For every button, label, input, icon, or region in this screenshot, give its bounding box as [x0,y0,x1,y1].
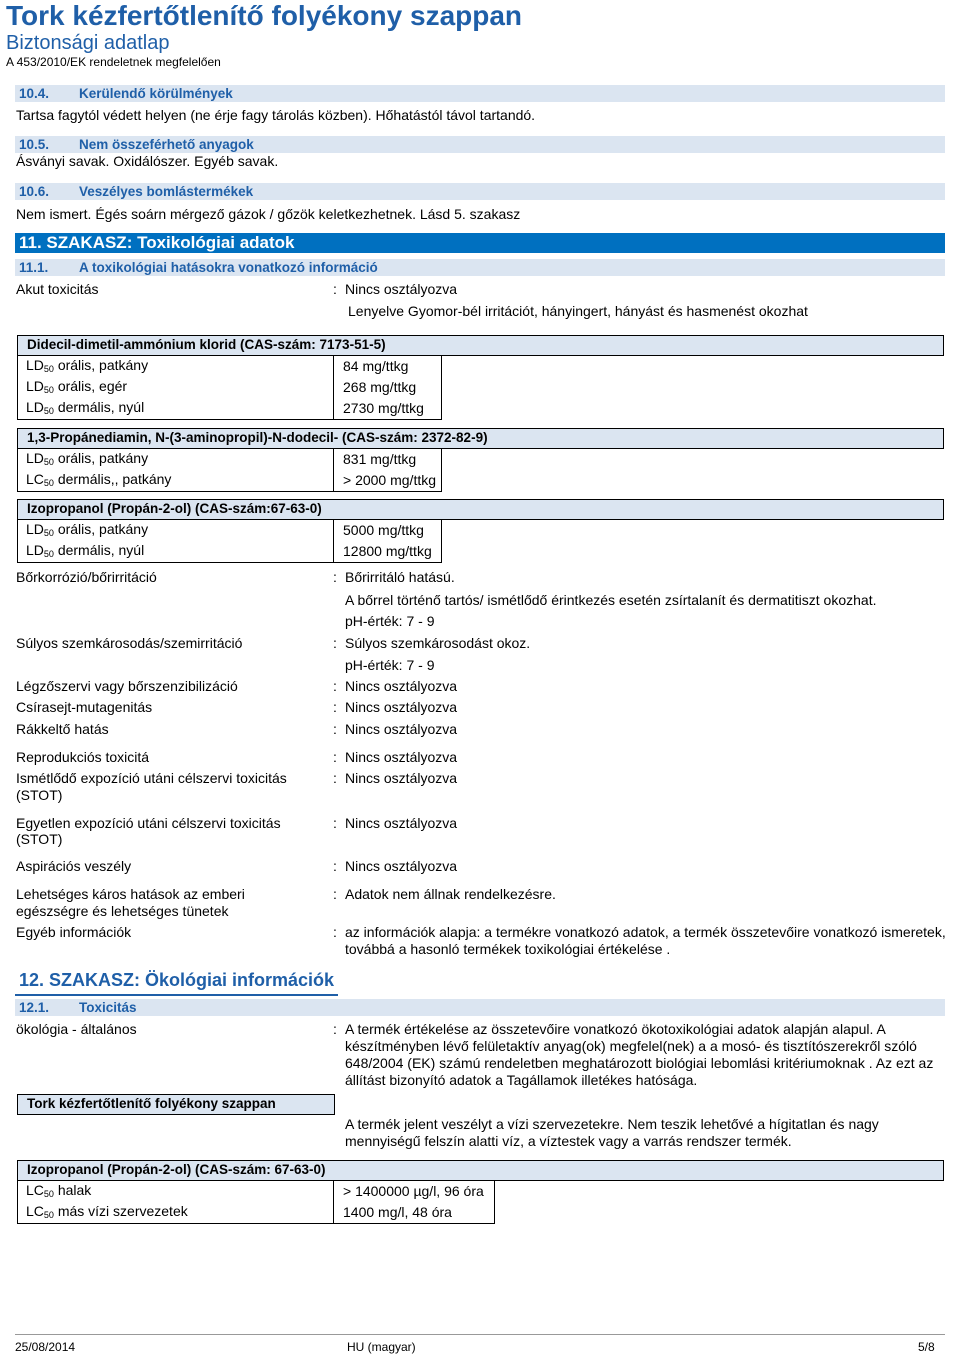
stot-re-label-cont: (STOT) [16,787,63,803]
other-info-value: az információk alapja: a termékre vonatkozó adatok, a termék összetevőire vonatkozó ismeretek, továbbá a hasonló termékek toxikológiai értékelése . [345,924,946,957]
stot-re-value: Nincs osztályozva [345,770,458,786]
subsection-label: Nem összeférhető anyagok [79,137,254,152]
section-11-header [15,233,945,253]
product-name: Tork kézfertőtlenítő folyékony szappan [27,1096,276,1111]
reproductive-toxicity-label: Reprodukciós toxicitá [16,749,150,765]
subsection-10-5-header [15,136,945,153]
subsection-label: A toxikológiai hatásokra vonatkozó információ [79,260,378,275]
eco-tox-route: $LC_{50}$ halak [26,1182,92,1199]
tox-value: 268 mg/ttkg [343,379,417,395]
reproductive-toxicity-value: Nincs osztályozva [345,749,458,765]
aspiration-label: Aspirációs veszély [16,858,132,874]
colon: : [333,699,337,715]
tox-route: $LD_{50}$ orális, patkány [26,450,149,467]
subsection-12-1-header [15,999,945,1016]
stot-se-value: Nincs osztályozva [345,815,458,831]
product-eco-note: A termék jelent veszélyt a vízi szervezetekre. Nem teszik lehetővé a hígitatlan és nagy mennyiségű felszín alatti víz, a víztestek vagy a varrás rendszer termék. [345,1116,879,1149]
mutagenicity-label: Csírasejt-mutagenitás [16,699,153,715]
health-effects-value: Adatok nem állnak rendelkezésre. [345,886,556,902]
colon: : [333,749,337,765]
tox-route: $LC_{50}$ dermális,, patkány [26,471,172,488]
other-info-label: Egyéb információk [16,924,132,940]
document-subtitle: Biztonsági adatlap [6,32,170,54]
section-11-title: 11. SZAKASZ: Toxikológiai adatok [19,233,295,252]
carcinogenicity-label: Rákkeltő hatás [16,721,109,737]
subsection-10-4-text: Tartsa fagytól védett helyen (ne érje fagy tárolás közben). Hőhatástól távol tartandó. [16,107,536,123]
eco-tox-value: > 1400000 µg/l, 96 óra [343,1183,484,1199]
subsection-label: Kerülendő körülmények [79,86,233,101]
acute-toxicity-value: Nincs osztályozva [345,281,458,297]
sensitisation-value: Nincs osztályozva [345,678,458,694]
acute-toxicity-label: Akut toxicitás [16,281,99,297]
eye-damage-label: Súlyos szemkárosodás/szemirritáció [16,635,243,651]
acute-toxicity-note: Lenyelve Gyomor-bél irritációt, hányingert, hányást és hasmenést okozhat [348,303,808,319]
stot-re-label: Ismétlődő expozíció utáni célszervi toxicitás [16,770,287,786]
stot-se-label-cont: (STOT) [16,831,63,847]
substance-box-header [17,428,944,449]
skin-corrosion-label: Bőrkorrózió/bőrirritáció [16,569,157,585]
subsection-number: 12.1. [19,1000,50,1015]
regulation-note: A 453/2010/EK rendeletnek megfelelően [6,55,221,69]
colon: : [333,678,337,694]
colon: : [333,815,337,831]
colon: : [333,770,337,786]
substance-box-header [17,499,944,520]
stot-se-label: Egyetlen expozíció utáni célszervi toxicitás [16,815,281,831]
substance-name: Didecil-dimetil-ammónium klorid (CAS-szám: 7173-51-5) [27,337,386,352]
document-title: Tork kézfertőtlenítő folyékony szappan [6,0,523,31]
tox-value: 84 mg/ttkg [343,358,409,374]
substance-box-header [17,335,944,356]
tox-route: $LD_{50}$ orális, egér [26,378,128,395]
ecology-general-value: A termék értékelése az összetevőire vonatkozó ökotoxikológiai adatok alapján alapul. A készítményben lévő felületaktív anyag(ok) megfelel(nek) a a mosó- és tisztítószerekről szóló 648/2004 (EK) számú rendeletben meghatározott biológiai lebomlási kritériumoknak . Az ezt az állítást bizonyító adatok a Tagállamok illetékes hatósága. [345,1021,934,1088]
mutagenicity-value: Nincs osztályozva [345,699,458,715]
tox-route: $LD_{50}$ orális, patkány [26,521,149,538]
subsection-10-5-text: Ásványi savak. Oxidálószer. Egyéb savak. [16,153,279,169]
eye-damage-value: Súlyos szemkárosodást okoz. [345,635,531,651]
substance-name: 1,3-Propánediamin, N-(3-aminopropil)-N-dodecil- (CAS-szám: 2372-82-9) [27,430,488,445]
colon: : [333,569,337,585]
colon: : [333,886,337,902]
footer-date: 25/08/2014 [15,1340,76,1354]
health-effects-label-cont: egészségre és lehetséges tünetek [16,903,229,919]
tox-value: 5000 mg/ttkg [343,522,424,538]
substance-box-header [17,1160,944,1181]
footer-page-number: 5/8 [918,1340,935,1354]
colon: : [333,924,337,940]
subsection-number: 10.6. [19,184,50,199]
tox-route: $LD_{50}$ orális, patkány [26,357,149,374]
subsection-number: 10.5. [19,137,50,152]
tox-value: 12800 mg/ttkg [343,543,432,559]
subsection-label: Veszélyes bomlástermékek [79,184,254,199]
skin-corrosion-note: A bőrrel történő tartós/ ismétlődő érintkezés esetén zsírtalanít és dermatitiszt okozhat. [345,592,877,608]
subsection-number: 11.1. [19,260,49,275]
subsection-10-6-header [15,183,945,200]
ecology-general-label: ökológia - általános [16,1021,137,1037]
subsection-number: 10.4. [19,86,50,101]
health-effects-label: Lehetséges káros hatások az emberi [16,886,245,902]
sensitisation-label: Légzőszervi vagy bőrszenzibilizáció [16,678,238,694]
subsection-10-4-header [15,85,945,102]
footer-language: HU (magyar) [347,1340,416,1354]
eco-tox-value: 1400 mg/l, 48 óra [343,1204,452,1220]
colon: : [333,1021,337,1037]
colon: : [333,635,337,651]
tox-route: $LD_{50}$ dermális, nyúl [26,399,145,416]
substance-name: Izopropanol (Propán-2-ol) (CAS-szám:67-63-0) [27,501,322,516]
colon: : [333,281,337,297]
aspiration-value: Nincs osztályozva [345,858,458,874]
colon: : [333,721,337,737]
section-12-title: 12. SZAKASZ: Ökológiai információk [15,970,338,996]
skin-ph-value: pH-érték: 7 - 9 [345,613,435,629]
colon: : [333,858,337,874]
eye-ph-value: pH-érték: 7 - 9 [345,657,435,673]
skin-corrosion-value: Bőrirritáló hatású. [345,569,455,585]
tox-value: 831 mg/ttkg [343,451,417,467]
footer-divider [15,1334,945,1335]
subsection-label: Toxicitás [79,1000,137,1015]
substance-name: Izopropanol (Propán-2-ol) (CAS-szám: 67-63-0) [27,1162,326,1177]
tox-value: > 2000 mg/ttkg [343,472,437,488]
eco-tox-route: $LC_{50}$ más vízi szervezetek [26,1203,188,1220]
product-box [17,1094,335,1115]
subsection-11-1-header [15,259,945,276]
subsection-10-6-text: Nem ismert. Égés soárn mérgező gázok / gőzök keletkezhetnek. Lásd 5. szakasz [16,206,521,222]
tox-value: 2730 mg/ttkg [343,400,424,416]
carcinogenicity-value: Nincs osztályozva [345,721,458,737]
tox-route: $LD_{50}$ dermális, nyúl [26,542,145,559]
